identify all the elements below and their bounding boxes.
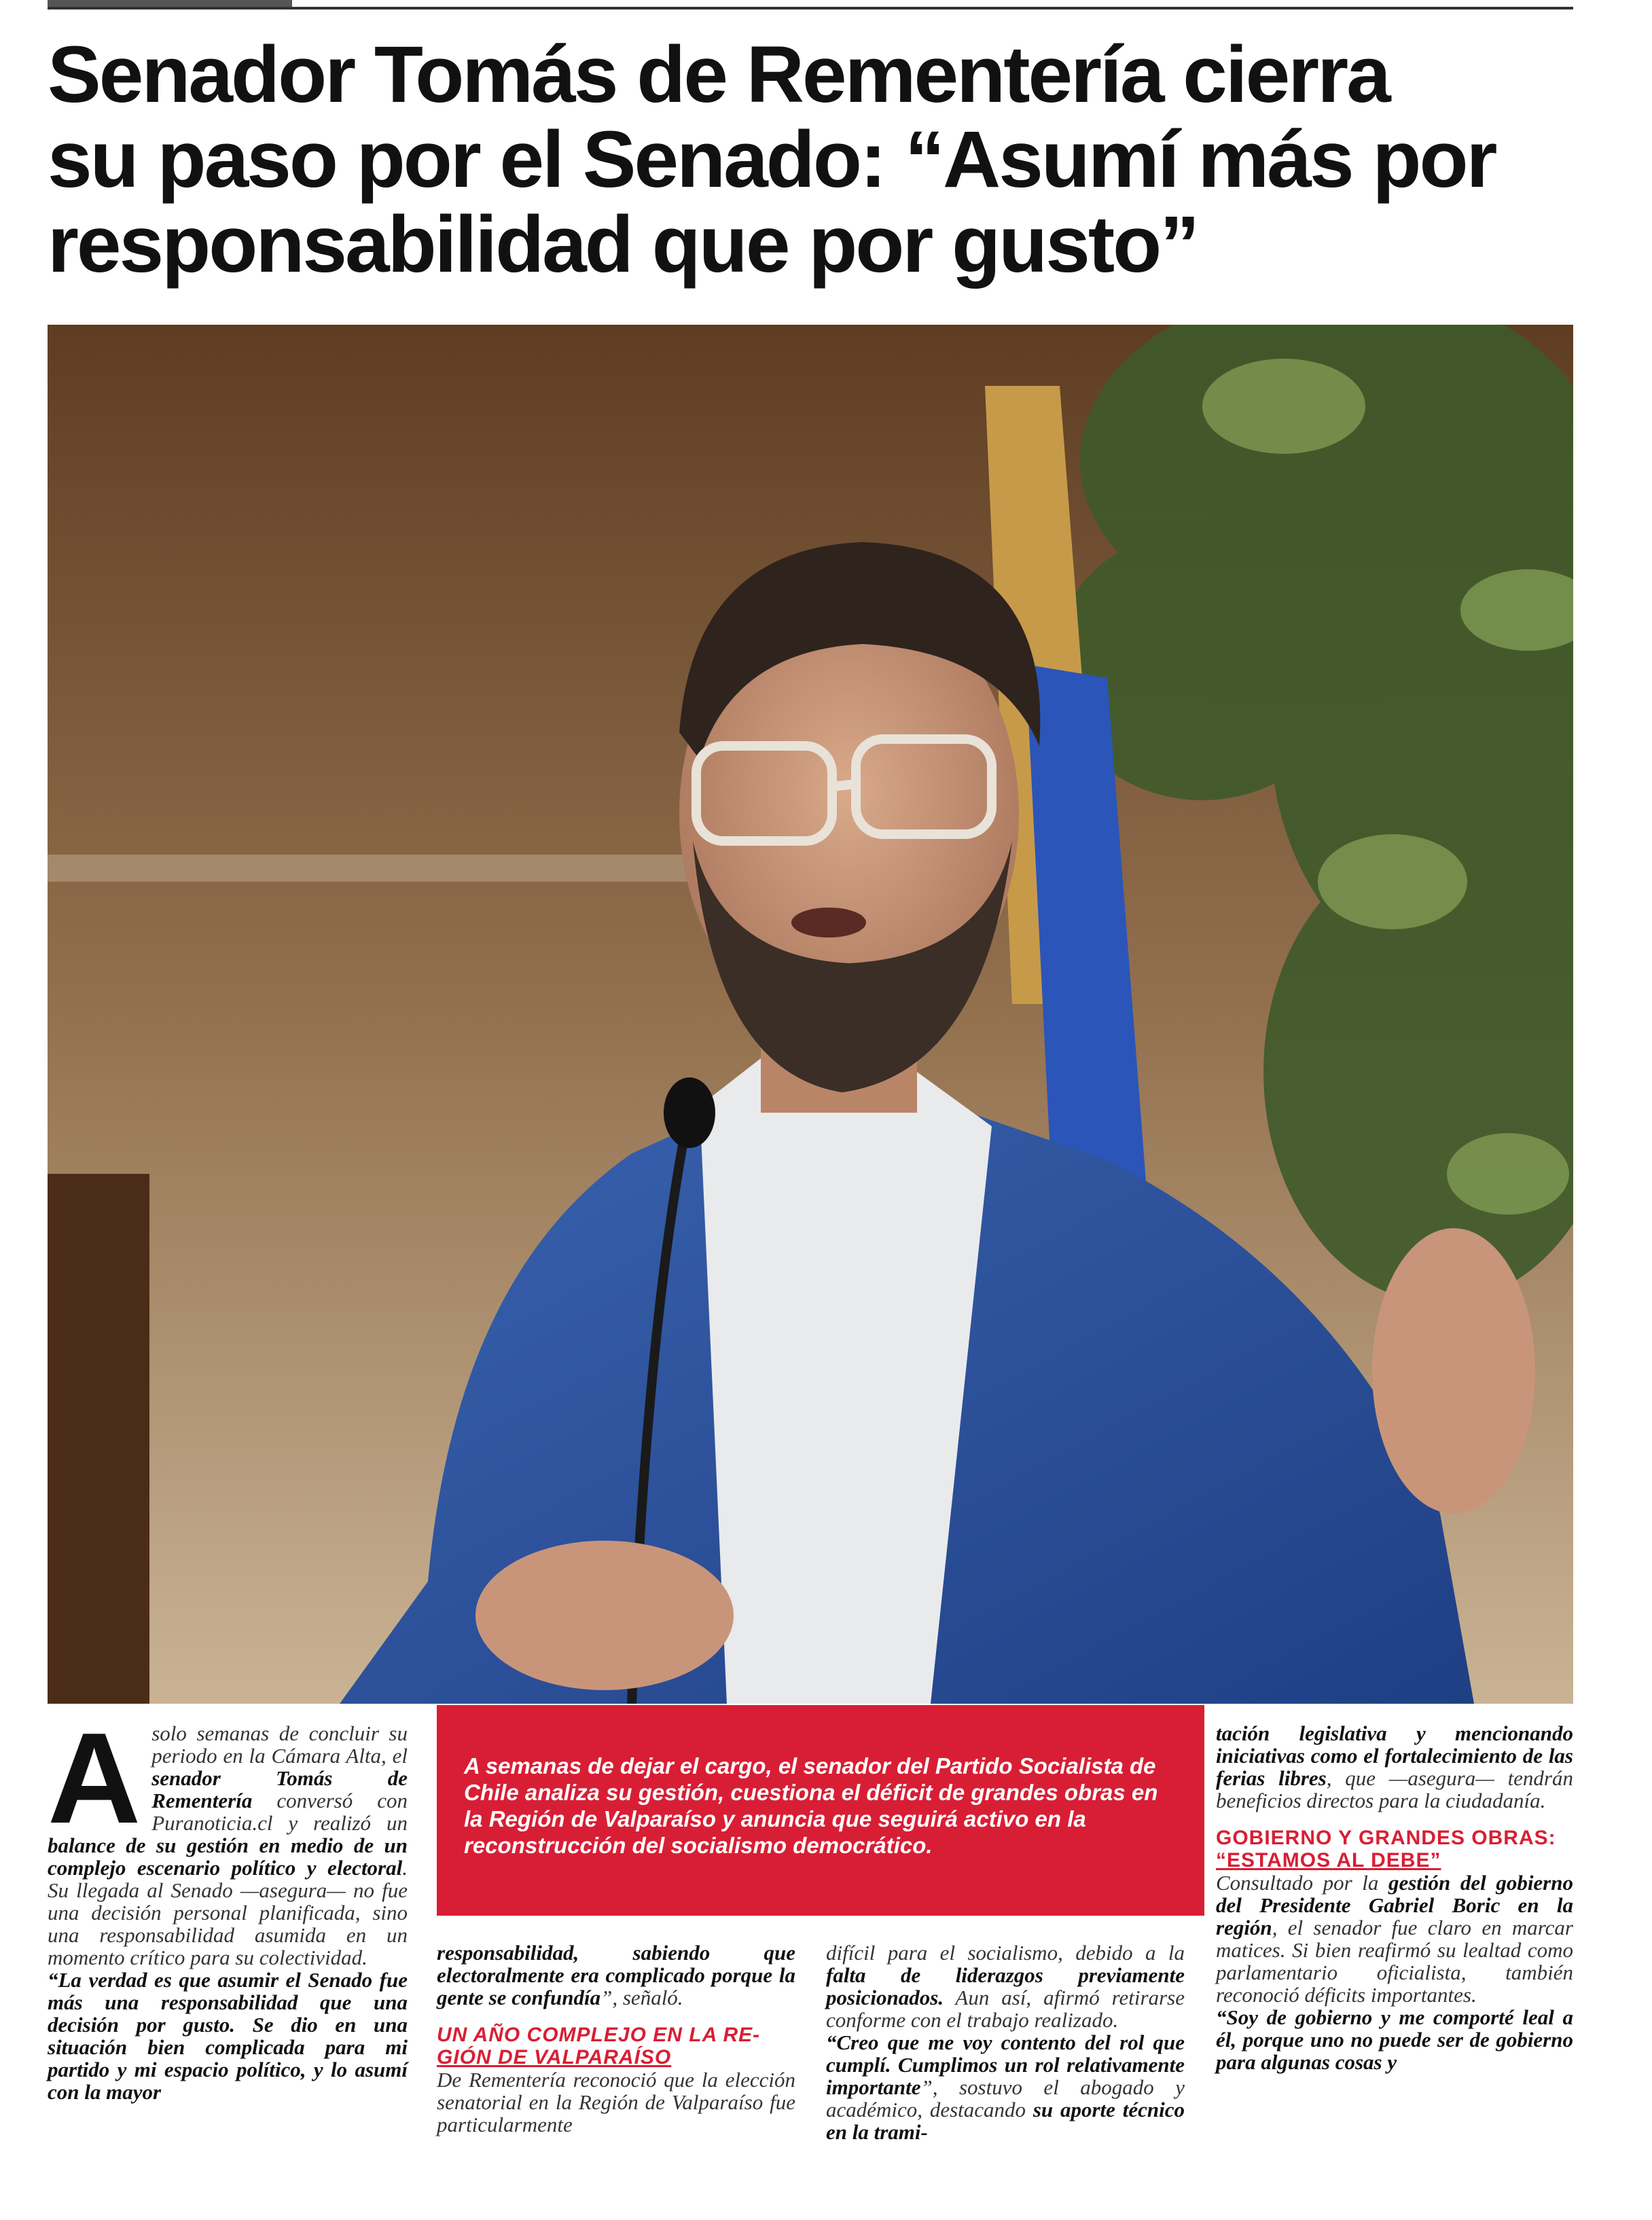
text-run: ”, sostuvo el abogado y académico, destacando — [826, 2075, 1185, 2121]
headline — [48, 30, 1603, 289]
body-paragraph — [826, 1941, 1185, 2031]
text-run: Consultado por la — [1216, 1871, 1388, 1895]
text-run: difícil para el socialismo, debido a la — [826, 1941, 1185, 1965]
text-run-bold: senador Tomás de Rementería — [151, 1766, 408, 1812]
subheading-line-1: UN AÑO COMPLEJO EN LA RE- — [437, 2024, 761, 2046]
drop-cap: A — [48, 1706, 141, 1850]
headline-line-1: Senador Tomás de Rementería cierra — [48, 30, 1389, 120]
subheading — [1216, 1827, 1573, 1872]
text-run: , que —asegura— tendrán beneficios directos para la ciudadanía. — [1216, 1766, 1573, 1812]
text-run-bold: su aporte técnico en la trami- — [826, 2098, 1185, 2144]
photo-illustration — [48, 325, 1573, 1704]
subheading-line-1: GOBIERNO Y GRANDES OBRAS: — [1216, 1827, 1556, 1849]
text-run: , el senador fue claro en marcar matices. Si bien reafirmó su lealtad como parlamentario oficialista, también reconoció déficits importantes. — [1216, 1916, 1573, 2007]
headline-line-3: responsabilidad que por gusto” — [48, 200, 1198, 289]
article-column-1 — [48, 1706, 408, 2104]
quote-paragraph: “Soy de gobierno y me comporté leal a él, porque uno no puede ser de gobierno para algunas cosas y — [1216, 2005, 1573, 2074]
body-paragraph — [437, 2069, 795, 2136]
body-paragraph — [1216, 1722, 1573, 1812]
body-paragraph — [1216, 1872, 1573, 2006]
text-run-bold: balance de su gestión en medio de un complejo escenario político y electoral — [48, 1833, 408, 1880]
text-run-bold: responsabilidad, sabiendo que electoralmente era complicado porque la gente se confundía — [437, 1941, 795, 2009]
subheading-line-2: “ESTAMOS AL DEBE” — [1216, 1849, 1441, 1872]
text-run: solo semanas de concluir su periodo en la Cámara Alta, el — [151, 1721, 408, 1768]
article-column-4 — [1216, 1722, 1573, 2073]
text-run: . Su llegada al Senado —asegura— no fue una decisión personal planificada, sino una responsabilidad asumida en un momento crítico para su colectividad. — [48, 1856, 408, 1969]
text-run-bold: “Creo que me voy contento del rol que cumplí. Cumplimos un rol relativamente importante — [826, 2030, 1185, 2099]
subheading-line-2: GIÓN DE VALPARAÍSO — [437, 2046, 672, 2069]
text-run: De Rementería reconoció que la elección senatorial en la Región de Valparaíso fue particularmente — [437, 2068, 795, 2136]
lead-paragraph — [48, 1706, 408, 1969]
text-run: conversó con Puranoticia.cl y realizó un — [151, 1789, 408, 1835]
article-column-2 — [437, 1941, 795, 2136]
standfirst-text: A semanas de dejar el cargo, el senador del Partido Socialista de Chile analiza su gestión, cuestiona el déficit de grandes obras en la Región de Valparaíso y anuncia que seguirá activo en la reconstrucción del socialismo democrático. — [464, 1753, 1158, 1858]
standfirst-box — [437, 1705, 1204, 1916]
quote-paragraph — [826, 2031, 1185, 2143]
top-rule — [48, 7, 1573, 10]
quote-paragraph: “La verdad es que asumir el Senado fue más una responsabilidad que una decisión por gusto. Se dio en una situación bien complicada para mi partido y mi espacio político, y lo asumí con la mayor — [48, 1968, 408, 2104]
text-run-bold: tación legislativa y mencionando iniciativas como el fortalecimiento de las ferias libres — [1216, 1721, 1573, 1790]
quote-continuation — [437, 1941, 795, 2009]
article-column-3 — [826, 1941, 1185, 2143]
headline-line-2: su paso por el Senado: “Asumí más por — [48, 115, 1496, 204]
text-run-bold: falta de liderazgos previamente posicionados. — [826, 1963, 1185, 2009]
text-run-bold: gestión del gobierno del Presidente Gabriel Boric en la región — [1216, 1871, 1573, 1939]
subheading — [437, 2024, 795, 2069]
article-photo — [48, 325, 1573, 1704]
text-run: Aun así, afirmó retirarse conforme con el trabajo realizado. — [826, 1986, 1185, 2032]
text-run: ”, señaló. — [600, 1986, 683, 2009]
section-kicker-stub — [48, 0, 292, 7]
